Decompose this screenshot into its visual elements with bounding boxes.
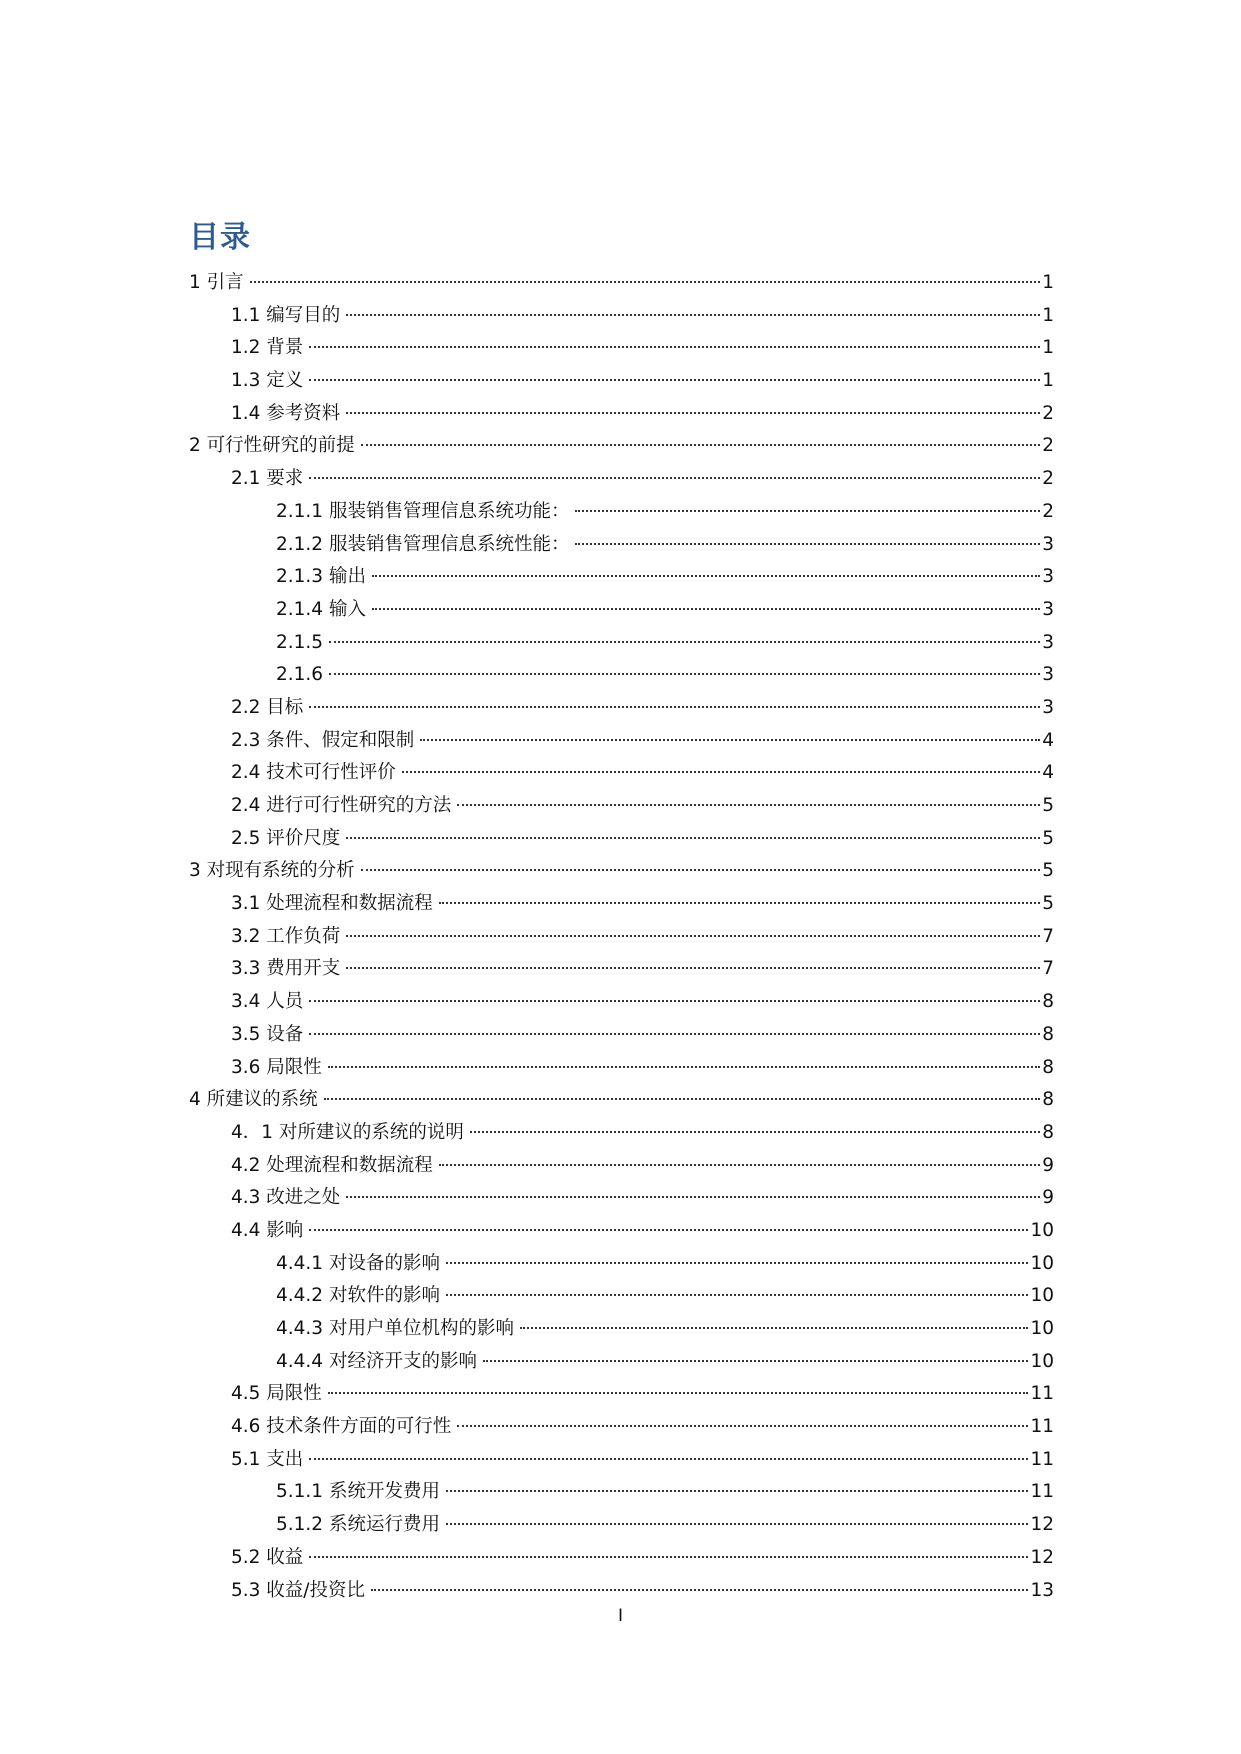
toc-entry-label: 5.3 收益/投资比 <box>231 1579 366 1601</box>
toc-entry-page: 11 <box>1030 1383 1054 1405</box>
toc-entry-page: 1 <box>1042 272 1054 293</box>
toc-dot-leader <box>520 1327 1028 1329</box>
toc-dot-leader <box>446 1294 1028 1296</box>
toc-entry[interactable] <box>189 267 1054 300</box>
toc-entry-label: 4.4.3 对用户单位机构的影响 <box>276 1318 514 1339</box>
toc-entry-page: 1 <box>1042 337 1054 359</box>
toc-entry[interactable] <box>189 1542 1054 1575</box>
toc-entry-label: 4．1 对所建议的系统的说明 <box>231 1121 464 1143</box>
toc-entry-page: 3 <box>1042 566 1054 588</box>
toc-entry[interactable] <box>189 1378 1054 1411</box>
toc-entry[interactable] <box>189 300 1054 333</box>
page-number: I <box>617 1606 623 1626</box>
toc-entry-page: 5 <box>1042 795 1054 816</box>
toc-entry[interactable] <box>189 888 1054 921</box>
toc-entry[interactable] <box>189 529 1054 562</box>
toc-entry-page: 3 <box>1042 631 1054 653</box>
toc-entry-page: 3 <box>1042 696 1054 718</box>
toc-entry-page: 1 <box>1042 370 1054 392</box>
toc-dot-leader <box>372 608 1040 610</box>
toc-entry-label: 1.4 参考资料 <box>231 402 341 424</box>
toc-entry[interactable] <box>189 1346 1054 1379</box>
toc-entry-label: 3.5 设备 <box>231 1023 304 1045</box>
toc-dot-leader <box>439 1164 1040 1166</box>
toc-entry[interactable] <box>189 430 1054 463</box>
toc-dot-leader <box>575 543 1040 545</box>
toc-entry[interactable] <box>189 1444 1054 1477</box>
toc-entry-page: 10 <box>1030 1318 1054 1339</box>
toc-entry-page: 7 <box>1042 958 1054 980</box>
toc-entry-label: 5.1.2 系统运行费用 <box>276 1514 440 1536</box>
toc-entry[interactable] <box>189 953 1054 986</box>
toc-entry-page: 12 <box>1030 1514 1054 1536</box>
toc-entry[interactable] <box>189 855 1054 888</box>
toc-entry[interactable] <box>189 1052 1054 1085</box>
toc-entry[interactable] <box>189 365 1054 398</box>
toc-entry[interactable] <box>189 692 1054 725</box>
toc-entry-page: 11 <box>1030 1416 1054 1438</box>
toc-entry[interactable] <box>189 921 1054 954</box>
toc-title: 目录 <box>189 220 251 255</box>
toc-entry-label: 5.1.1 系统开发费用 <box>276 1481 440 1503</box>
toc-entry[interactable] <box>189 725 1054 758</box>
toc-dot-leader <box>309 1033 1040 1035</box>
toc-entry-label: 4.2 处理流程和数据流程 <box>231 1154 433 1176</box>
toc-entry-page: 3 <box>1042 598 1054 620</box>
toc-entry-label: 2.1.1 服装销售管理信息系统功能： <box>276 500 570 522</box>
toc-entry-label: 1.3 定义 <box>231 370 304 392</box>
toc-entry[interactable] <box>189 1215 1054 1248</box>
toc-entry[interactable] <box>189 1084 1054 1117</box>
toc-dot-leader <box>346 837 1040 839</box>
toc-dot-leader <box>402 771 1040 773</box>
toc-dot-leader <box>470 1131 1040 1133</box>
toc-list <box>189 267 1054 1607</box>
toc-entry-label: 2.1.3 输出 <box>276 566 366 588</box>
toc-entry-label: 1 引言 <box>189 272 244 293</box>
toc-entry[interactable] <box>189 1476 1054 1509</box>
toc-entry-page: 8 <box>1042 1089 1054 1111</box>
toc-entry-label: 3.6 局限性 <box>231 1056 322 1078</box>
toc-dot-leader <box>361 869 1041 871</box>
toc-entry-label: 4.3 改进之处 <box>231 1187 341 1209</box>
toc-dot-leader <box>457 1425 1028 1427</box>
toc-entry[interactable] <box>189 561 1054 594</box>
toc-entry-page: 10 <box>1030 1219 1054 1241</box>
toc-dot-leader <box>309 1458 1028 1460</box>
toc-entry-page: 8 <box>1042 1121 1054 1143</box>
toc-entry-label: 4.4.4 对经济开支的影响 <box>276 1350 477 1372</box>
toc-dot-leader <box>346 1196 1040 1198</box>
toc-entry-label: 2.1 要求 <box>231 468 304 490</box>
toc-entry-label: 2 可行性研究的前提 <box>189 435 355 457</box>
toc-entry-label: 2.4 进行可行性研究的方法 <box>231 795 452 816</box>
toc-entry-page: 5 <box>1042 860 1054 882</box>
toc-entry-label: 2.3 条件、假定和限制 <box>231 729 415 751</box>
toc-entry-label: 1.2 背景 <box>231 337 304 359</box>
toc-entry-page: 13 <box>1030 1579 1054 1601</box>
toc-entry-page: 8 <box>1042 1056 1054 1078</box>
toc-entry-label: 5.2 收益 <box>231 1546 304 1568</box>
toc-entry[interactable] <box>189 659 1054 692</box>
toc-dot-leader <box>372 575 1040 577</box>
toc-dot-leader <box>329 641 1040 643</box>
toc-dot-leader <box>457 804 1040 806</box>
toc-dot-leader <box>439 902 1040 904</box>
toc-entry[interactable] <box>189 1280 1054 1313</box>
toc-dot-leader <box>309 706 1040 708</box>
toc-entry[interactable] <box>189 1182 1054 1215</box>
toc-dot-leader <box>309 1556 1028 1558</box>
toc-entry[interactable] <box>189 1150 1054 1183</box>
toc-entry-label: 2.1.4 输入 <box>276 598 366 620</box>
toc-entry-page: 5 <box>1042 827 1054 849</box>
toc-entry-label: 3.3 费用开支 <box>231 958 341 980</box>
toc-entry-page: 2 <box>1042 468 1054 490</box>
toc-entry-label: 1.1 编写目的 <box>231 304 341 326</box>
toc-entry-label: 4.4 影响 <box>231 1219 304 1241</box>
toc-entry-page: 9 <box>1042 1154 1054 1176</box>
toc-entry[interactable] <box>189 496 1054 529</box>
toc-entry-page: 8 <box>1042 991 1054 1013</box>
toc-entry-label: 4.4.2 对软件的影响 <box>276 1285 440 1307</box>
toc-entry-label: 2.2 目标 <box>231 696 304 718</box>
toc-dot-leader <box>446 1490 1028 1492</box>
toc-dot-leader <box>483 1360 1028 1362</box>
toc-entry[interactable] <box>189 1313 1054 1346</box>
toc-dot-leader <box>329 673 1040 675</box>
toc-entry-page: 11 <box>1030 1481 1054 1503</box>
toc-entry-page: 10 <box>1030 1285 1054 1307</box>
toc-entry-label: 2.1.2 服装销售管理信息系统性能： <box>276 533 570 555</box>
toc-dot-leader <box>309 379 1040 381</box>
toc-entry-label: 3.2 工作负荷 <box>231 925 341 947</box>
toc-entry-label: 2.1.6 <box>276 664 324 686</box>
toc-entry[interactable] <box>189 1509 1054 1542</box>
toc-entry-page: 8 <box>1042 1023 1054 1045</box>
toc-entry-label: 3.1 处理流程和数据流程 <box>231 893 433 915</box>
toc-entry-page: 7 <box>1042 925 1054 947</box>
toc-entry-page: 4 <box>1042 729 1054 751</box>
toc-entry[interactable] <box>189 1019 1054 1052</box>
toc-dot-leader <box>328 1392 1029 1394</box>
toc-entry-label: 2.1.5 <box>276 631 324 653</box>
toc-dot-leader <box>346 314 1040 316</box>
toc-entry-page: 5 <box>1042 893 1054 915</box>
toc-entry-page: 9 <box>1042 1187 1054 1209</box>
toc-entry[interactable] <box>189 594 1054 627</box>
toc-entry-label: 5.1 支出 <box>231 1448 304 1470</box>
toc-entry-page: 4 <box>1042 762 1054 784</box>
toc-entry-label: 4.6 技术条件方面的可行性 <box>231 1416 452 1438</box>
toc-dot-leader <box>324 1098 1041 1100</box>
toc-entry-page: 1 <box>1042 304 1054 326</box>
toc-dot-leader <box>250 281 1041 283</box>
toc-dot-leader <box>371 1589 1028 1591</box>
toc-entry-label: 3 对现有系统的分析 <box>189 860 355 882</box>
toc-entry-label: 4.4.1 对设备的影响 <box>276 1252 440 1274</box>
toc-dot-leader <box>346 967 1040 969</box>
toc-entry[interactable] <box>189 1411 1054 1444</box>
toc-dot-leader <box>309 477 1040 479</box>
toc-entry[interactable] <box>189 398 1054 431</box>
toc-entry-label: 2.4 技术可行性评价 <box>231 762 396 784</box>
toc-entry[interactable] <box>189 1117 1054 1150</box>
toc-entry[interactable] <box>189 757 1054 790</box>
toc-entry-page: 11 <box>1030 1448 1054 1470</box>
toc-dot-leader <box>361 444 1041 446</box>
toc-entry[interactable] <box>189 823 1054 856</box>
toc-dot-leader <box>309 346 1040 348</box>
toc-entry-page: 2 <box>1042 435 1054 457</box>
toc-dot-leader <box>446 1523 1028 1525</box>
toc-dot-leader <box>309 1000 1040 1002</box>
toc-entry-label: 3.4 人员 <box>231 991 304 1013</box>
toc-dot-leader <box>420 739 1040 741</box>
toc-entry-page: 10 <box>1030 1350 1054 1372</box>
toc-entry-page: 2 <box>1042 402 1054 424</box>
toc-dot-leader <box>446 1262 1028 1264</box>
toc-entry[interactable] <box>189 332 1054 365</box>
toc-entry-page: 3 <box>1042 533 1054 555</box>
toc-dot-leader <box>328 1066 1040 1068</box>
toc-entry[interactable] <box>189 790 1054 823</box>
toc-entry[interactable] <box>189 986 1054 1019</box>
toc-entry[interactable] <box>189 1575 1054 1608</box>
toc-dot-leader <box>309 1229 1028 1231</box>
toc-entry-page: 10 <box>1030 1252 1054 1274</box>
toc-entry[interactable] <box>189 627 1054 660</box>
toc-entry-page: 12 <box>1030 1546 1054 1568</box>
toc-entry-page: 3 <box>1042 664 1054 686</box>
toc-entry-label: 2.5 评价尺度 <box>231 827 341 849</box>
toc-entry-label: 4.5 局限性 <box>231 1383 322 1405</box>
toc-entry[interactable] <box>189 463 1054 496</box>
toc-dot-leader <box>575 510 1040 512</box>
toc-entry-label: 4 所建议的系统 <box>189 1089 318 1111</box>
toc-dot-leader <box>346 412 1040 414</box>
toc-entry-page: 2 <box>1042 500 1054 522</box>
toc-entry[interactable] <box>189 1248 1054 1281</box>
toc-dot-leader <box>346 935 1040 937</box>
